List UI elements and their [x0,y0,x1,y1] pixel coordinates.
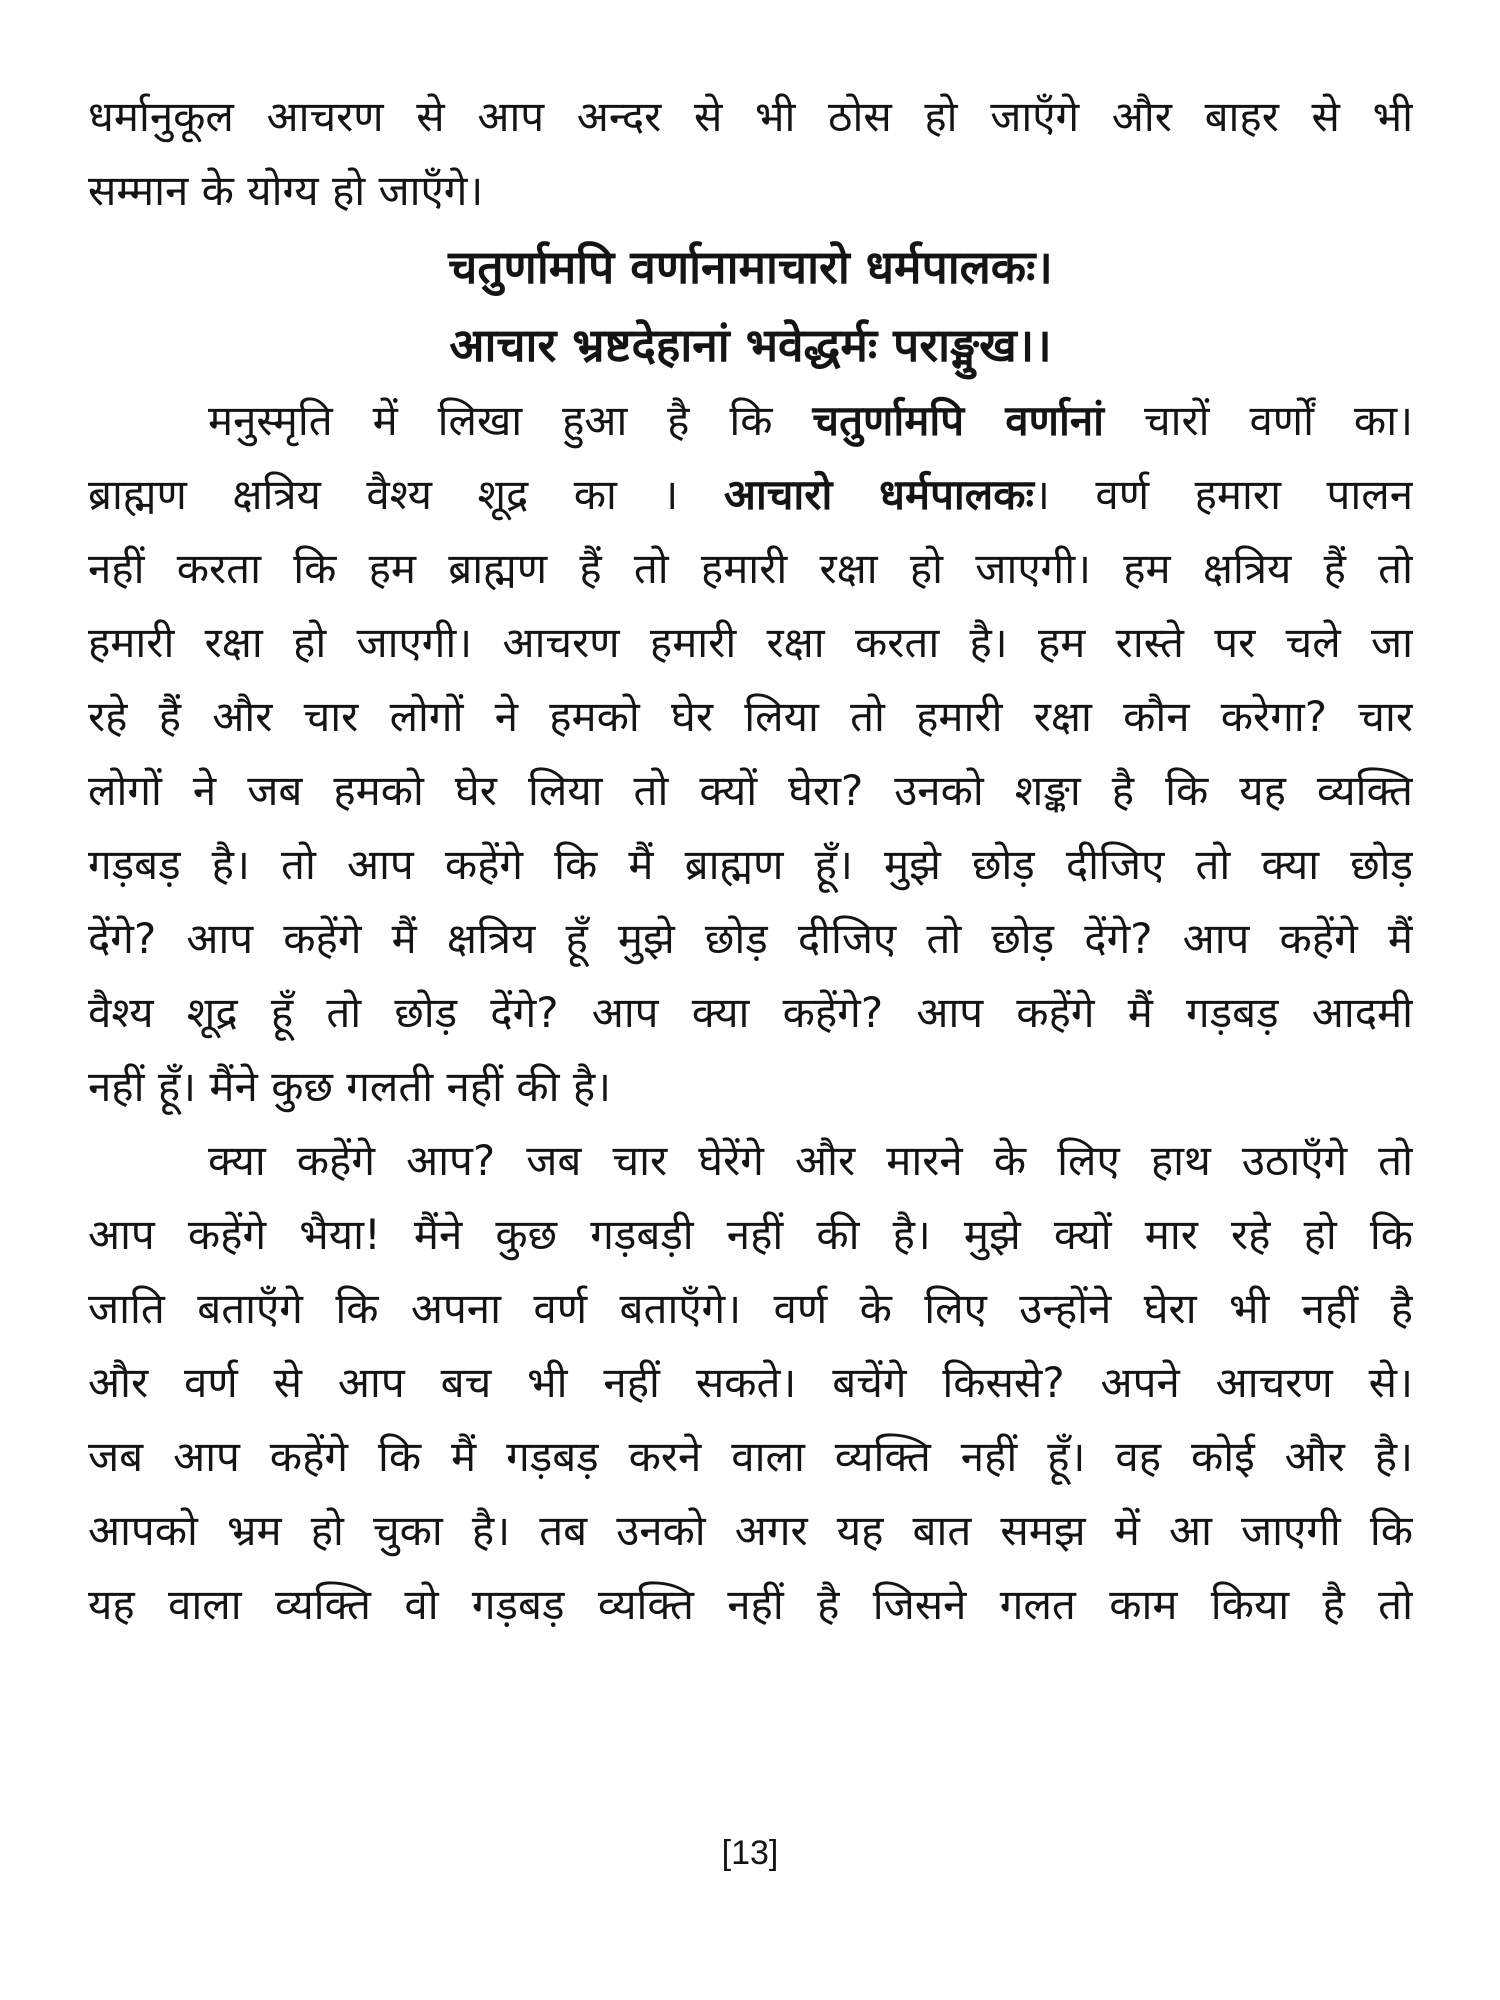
sanskrit-verse-line: चतुर्णामपि वर्णानामाचारो धर्मपालकः। [448,240,1053,294]
text-line: हमारी रक्षा हो जाएगी। आचरण हमारी रक्षा करता है। हम रास्ते पर चले जा [88,618,1413,667]
text-line-with-emphasis [88,384,1413,458]
text-line: लोगों ने जब हमको घेर लिया तो क्यों घेरा? उनको शङ्का है कि यह व्यक्ति [88,766,1413,815]
text-line: वैश्य शूद्र हूँ तो छोड़ देंगे? आप क्या कहेंगे? आप कहेंगे मैं गड़बड़ आदमी [88,988,1413,1037]
text-line: सम्मान के योग्य हो जाएँगे। [88,166,484,215]
text-segment: मनुस्मृति में लिखा हुआ है कि [208,396,813,445]
sanskrit-verse-line: आचार भ्रष्टदेहानां भवेद्धर्मः पराङ्मुख।। [449,318,1052,372]
text-segment: ब्राह्मण क्षत्रिय वैश्य शूद्र का । [88,470,724,519]
text-line: क्या कहेंगे आप? जब चार घेरेंगे और मारने के लिए हाथ उठाएँगे तो [208,1136,1413,1185]
text-line: नहीं करता कि हम ब्राह्मण हैं तो हमारी रक्षा हो जाएगी। हम क्षत्रिय हैं तो [88,544,1413,593]
text-line: गड़बड़ है। तो आप कहेंगे कि मैं ब्राह्मण हूँ। मुझे छोड़ दीजिए तो क्या छोड़ [88,840,1413,889]
text-line: देंगे? आप कहेंगे मैं क्षत्रिय हूँ मुझे छोड़ दीजिए तो छोड़ देंगे? आप कहेंगे मैं [88,914,1413,963]
text-line: आपको भ्रम हो चुका है। तब उनको अगर यह बात समझ में आ जाएगी कि [88,1506,1413,1555]
text-segment: । वर्ण हमारा पालन [1034,470,1413,519]
page-number: [13] [721,1834,779,1872]
document-page [88,80,1413,1642]
text-line: और वर्ण से आप बच भी नहीं सकते। बचेंगे किससे? अपने आचरण से। [88,1358,1413,1407]
text-line: यह वाला व्यक्ति वो गड़बड़ व्यक्ति नहीं है जिसने गलत काम किया है तो [88,1580,1413,1629]
text-segment: चारों वर्णों का। [1104,396,1413,445]
emphasized-quote: चतुर्णामपि वर्णानां [812,396,1105,445]
text-line-with-emphasis [88,458,1413,532]
emphasized-quote: आचारो धर्मपालकः [723,470,1035,519]
text-line: आप कहेंगे भैया! मैंने कुछ गड़बड़ी नहीं की है। मुझे क्यों मार रहे हो कि [88,1210,1413,1259]
text-line: नहीं हूँ। मैंने कुछ गलती नहीं की है। [88,1062,612,1111]
text-line: रहे हैं और चार लोगों ने हमको घेर लिया तो हमारी रक्षा कौन करेगा? चार [88,692,1413,741]
text-line: जब आप कहेंगे कि मैं गड़बड़ करने वाला व्यक्ति नहीं हूँ। वह कोई और है। [88,1432,1413,1481]
text-line: जाति बताएँगे कि अपना वर्ण बताएँगे। वर्ण के लिए उन्होंने घेरा भी नहीं है [88,1284,1413,1333]
text-line: धर्मानुकूल आचरण से आप अन्दर से भी ठोस हो जाएँगे और बाहर से भी [88,92,1413,141]
